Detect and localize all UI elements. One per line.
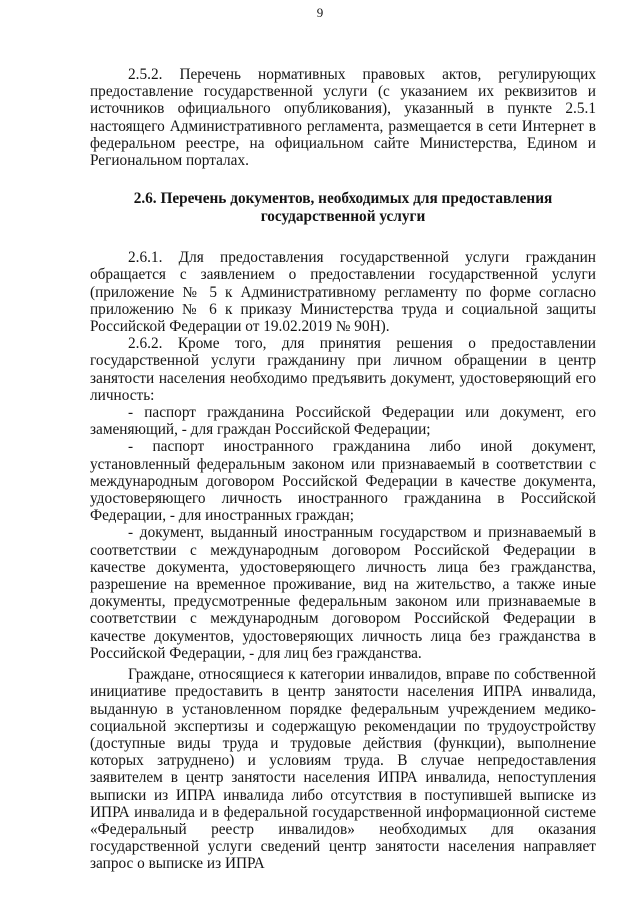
section-heading-2-6: [90, 190, 596, 226]
list-item: - паспорт гражданина Российской Федерации или документ, его заменяющий, - для граждан Российской Федерации;: [90, 404, 596, 439]
heading-line-2: государственной услуги: [260, 208, 426, 226]
paragraph-2-6-1: 2.6.1. Для предоставления государственной услуги гражданин обращается с заявлением о предоставлении государственной услуги (приложение № 5 к Административному регламенту по форме согласно приложению № 6 к приказу Министерства труда и социальной защиты Российской Федерации от 19.02.2019 № 90Н).: [90, 249, 596, 336]
list-item: - документ, выданный иностранным государством и признаваемый в соответствии с международным договором Российской Федерации в качестве документа, удостоверяющего личность лица без гражданства, разрешение на временное проживание, вид на жительство, а также иные документы, предусмотренные федеральным законом или признаваемые в соответствии с международным договором Российской Федерации в качестве документов, удостоверяющих личность лица без гражданства в Российской Федерации, - для лиц без гражданства.: [90, 524, 596, 662]
paragraph-2-5-2: 2.5.2. Перечень нормативных правовых актов, регулирующих предоставление государственной услуги (с указанием их реквизитов и источников официального опубликования), указанный в пункте 2.5.1 настоящего Административного регламента, размещается в сети Интернет в федеральном реестре, на официальном сайте Министерства, Едином и Региональном порталах.: [90, 66, 596, 170]
paragraph-2-6-2: 2.6.2. Кроме того, для принятия решения о предоставлении государственной услуги гражданину при личном обращении в центр занятости населения необходимо предъявить документ, удостоверяющий его личность:: [90, 335, 596, 404]
list-item: - паспорт иностранного гражданина либо иной документ, установленный федеральным законом или признаваемый в соответствии с международным договором Российской Федерации в качестве документа, удостоверяющего личность иностранного гражданина в Российской Федерации, - для иностранных граждан;: [90, 438, 596, 525]
page-number: 9: [316, 5, 324, 20]
paragraph-invalids: Граждане, относящиеся к категории инвалидов, вправе по собственной инициативе предоставить в центр занятости населения ИПРА инвалида, выданную в установленном порядке федеральным учреждением медико-социальной экспертизы и содержащую рекомендации по трудоустройству (доступные виды труда и трудовые действия (функции), выполнение которых затруднено) и условиям труда. В случае непредоставления заявителем в центр занятости населения ИПРА инвалида, непоступления выписки из ИПРА инвалида либо отсутствия в поступившей выписке из ИПРА инвалида и в федеральной государственной информационной системе «Федеральный реестр инвалидов» необходимых для оказания государственной услуги сведений центр занятости населения направляет запрос о выписке из ИПРА: [90, 666, 596, 873]
identity-documents-list: [90, 404, 596, 662]
heading-line-1: 2.6. Перечень документов, необходимых для предоставления: [133, 190, 553, 208]
document-body: [90, 66, 596, 873]
